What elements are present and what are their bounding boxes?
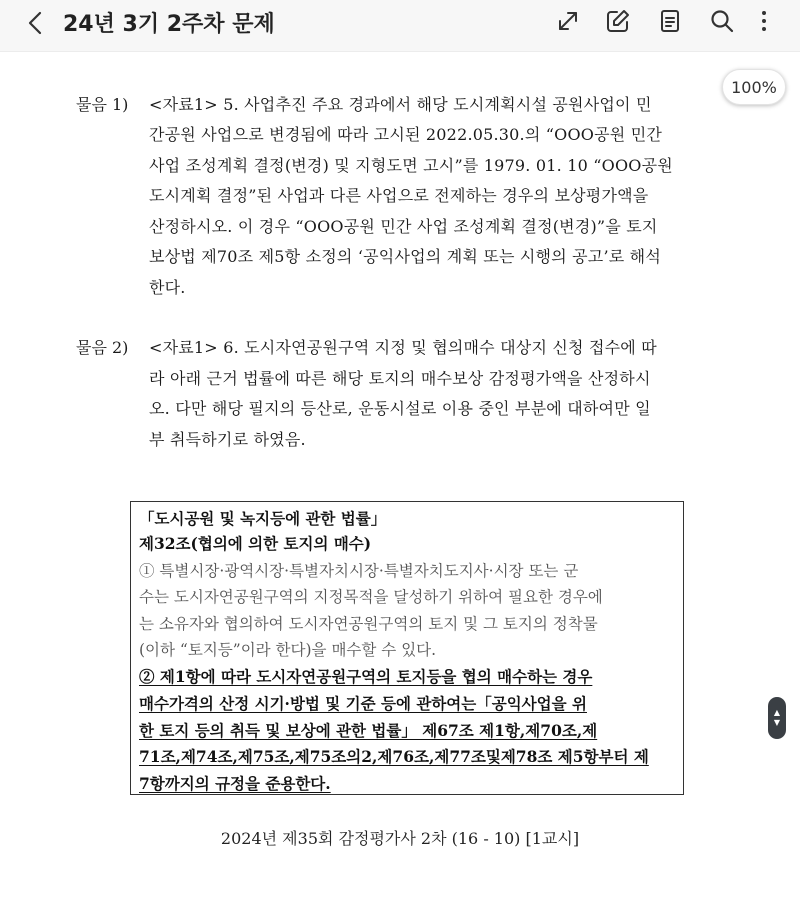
law-paragraph-2-line: 71조,제74조,제75조,제75조의2,제76조,제77조및제78조 제5항부터 제 — [139, 747, 649, 766]
more-icon[interactable] — [750, 7, 778, 35]
law-paragraph-2-line: 매수가격의 산정 시기·방법 및 기준 등에 관하여는「공익사업을 위 — [139, 694, 587, 713]
search-icon[interactable] — [708, 7, 736, 35]
law-paragraph-1-line: 수는 도시자연공원구역의 지정목적을 달성하기 위하여 필요한 경우에 — [139, 588, 603, 606]
document-title: 24년 3기 2주차 문제 — [63, 12, 275, 37]
question-1-line: 도시계획 결정”된 사업과 다른 사업으로 전제하는 경우의 보상평가액을 — [149, 186, 649, 205]
question-1-label: 물음 1) — [76, 95, 129, 114]
question-2-line: 부 취득하기로 하였음. — [149, 430, 306, 449]
edit-icon[interactable] — [604, 7, 632, 35]
law-paragraph-2-line: 7항까지의 규정을 준용한다. — [139, 774, 331, 793]
question-1-line: <자료1> 5. 사업추진 주요 경과에서 해당 도시계획시설 공원사업이 민 — [149, 95, 652, 114]
law-paragraph-2-line: 한 토지 등의 취득 및 보상에 관한 법률」 제67조 제1항,제70조,제 — [139, 721, 598, 740]
law-title: 「도시공원 및 녹지등에 관한 법률」 — [139, 509, 387, 528]
expand-icon[interactable] — [554, 7, 582, 35]
question-1-line: 간공원 사업으로 변경됨에 따라 고시된 2022.05.30.의 “OOO공원 민간 — [149, 125, 663, 144]
chevron-up-icon: ▲ — [773, 708, 781, 717]
law-paragraph-1-line: 는 소유자와 협의하여 도시자연공원구역의 토지 및 그 토지의 정착물 — [139, 615, 598, 633]
question-2-line: 라 아래 근거 법률에 따른 해당 토지의 매수보상 감정평가액을 산정하시 — [149, 369, 651, 388]
law-excerpt-box — [130, 501, 684, 795]
law-paragraph-2-line: ② 제1항에 따라 도시자연공원구역의 토지등을 협의 매수하는 경우 — [139, 667, 593, 686]
question-2-line: 오. 다만 해당 필지의 등산로, 운동시설로 이용 중인 부분에 대하여만 일 — [149, 399, 651, 418]
law-article: 제32조(협의에 의한 토지의 매수) — [139, 534, 372, 553]
question-1-line: 보상법 제70조 제5항 소정의 ‘공익사업의 계획 또는 시행의 공고’로 해석 — [149, 247, 661, 266]
top-toolbar — [0, 0, 800, 52]
question-2-label: 물음 2) — [76, 338, 129, 357]
question-2-line: <자료1> 6. 도시자연공원구역 지정 및 협의매수 대상지 신청 접수에 따 — [149, 338, 657, 357]
law-paragraph-1-line: ① 특별시장·광역시장·특별자치시장·특별자치도지사·시장 또는 군 — [139, 562, 579, 580]
question-1-line: 산정하시오. 이 경우 “OOO공원 민간 사업 조성계획 결정(변경)”을 토지 — [149, 217, 658, 236]
back-icon[interactable] — [22, 8, 52, 38]
scroll-handle[interactable] — [768, 697, 786, 739]
law-paragraph-1-line: (이하 “토지등”이라 한다)을 매수할 수 있다. — [139, 641, 437, 659]
question-1-line: 한다. — [149, 278, 186, 297]
chevron-down-icon: ▼ — [773, 718, 781, 727]
zoom-level-badge: 100% — [722, 69, 786, 105]
question-1-line: 사업 조성계획 결정(변경) 및 지형도면 고시”를 1979. 01. 10 “OOO공원 — [149, 156, 673, 175]
document-icon[interactable] — [656, 7, 684, 35]
page-footer: 2024년 제35회 감정평가사 2차 (16 - 10) [1교시] — [220, 829, 580, 848]
